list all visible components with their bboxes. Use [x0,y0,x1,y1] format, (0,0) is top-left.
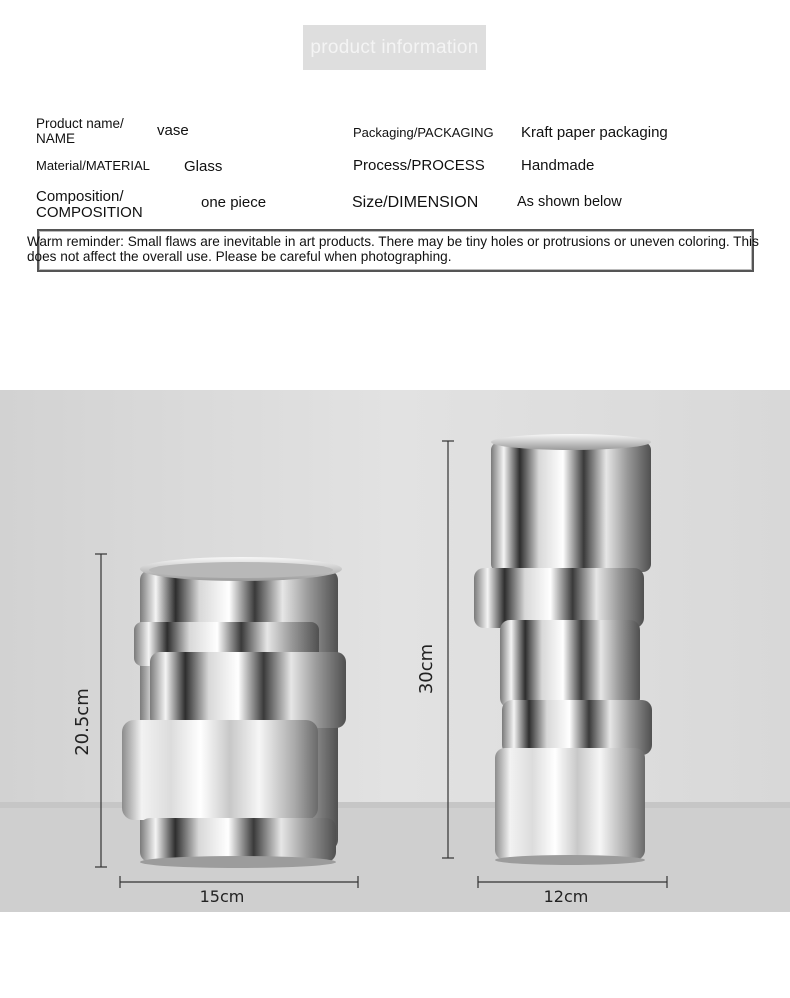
small-height-label: 20.5cm [72,688,93,756]
vase-small [122,557,346,868]
process-label: Process/PROCESS [353,157,485,174]
packaging-value: Kraft paper packaging [521,124,668,141]
size-label: Size/DIMENSION [352,194,479,211]
warm-reminder: Warm reminder: Small flaws are inevitable in art products. There may be tiny holes or protrusions or uneven coloring. This does not affect the overall use. Please be careful when photographing. [27,234,759,264]
tall-width-label: 12cm [543,887,589,906]
composition-label: Composition/ COMPOSITION [36,188,143,221]
composition-value: one piece [201,194,267,211]
section-title: product information [303,25,486,70]
material-label: Material/MATERIAL [36,158,150,173]
small-width-label: 15cm [199,887,245,906]
material-value: Glass [184,158,223,175]
tall-height-label: 30cm [416,643,437,695]
packaging-label: Packaging/PACKAGING [353,125,494,140]
size-value: As shown below [517,194,622,210]
vase-tall [474,434,652,865]
name-label: Product name/ NAME [36,116,124,146]
vase-photo [0,390,790,912]
name-value: vase [157,122,189,139]
process-value: Handmade [521,157,595,174]
